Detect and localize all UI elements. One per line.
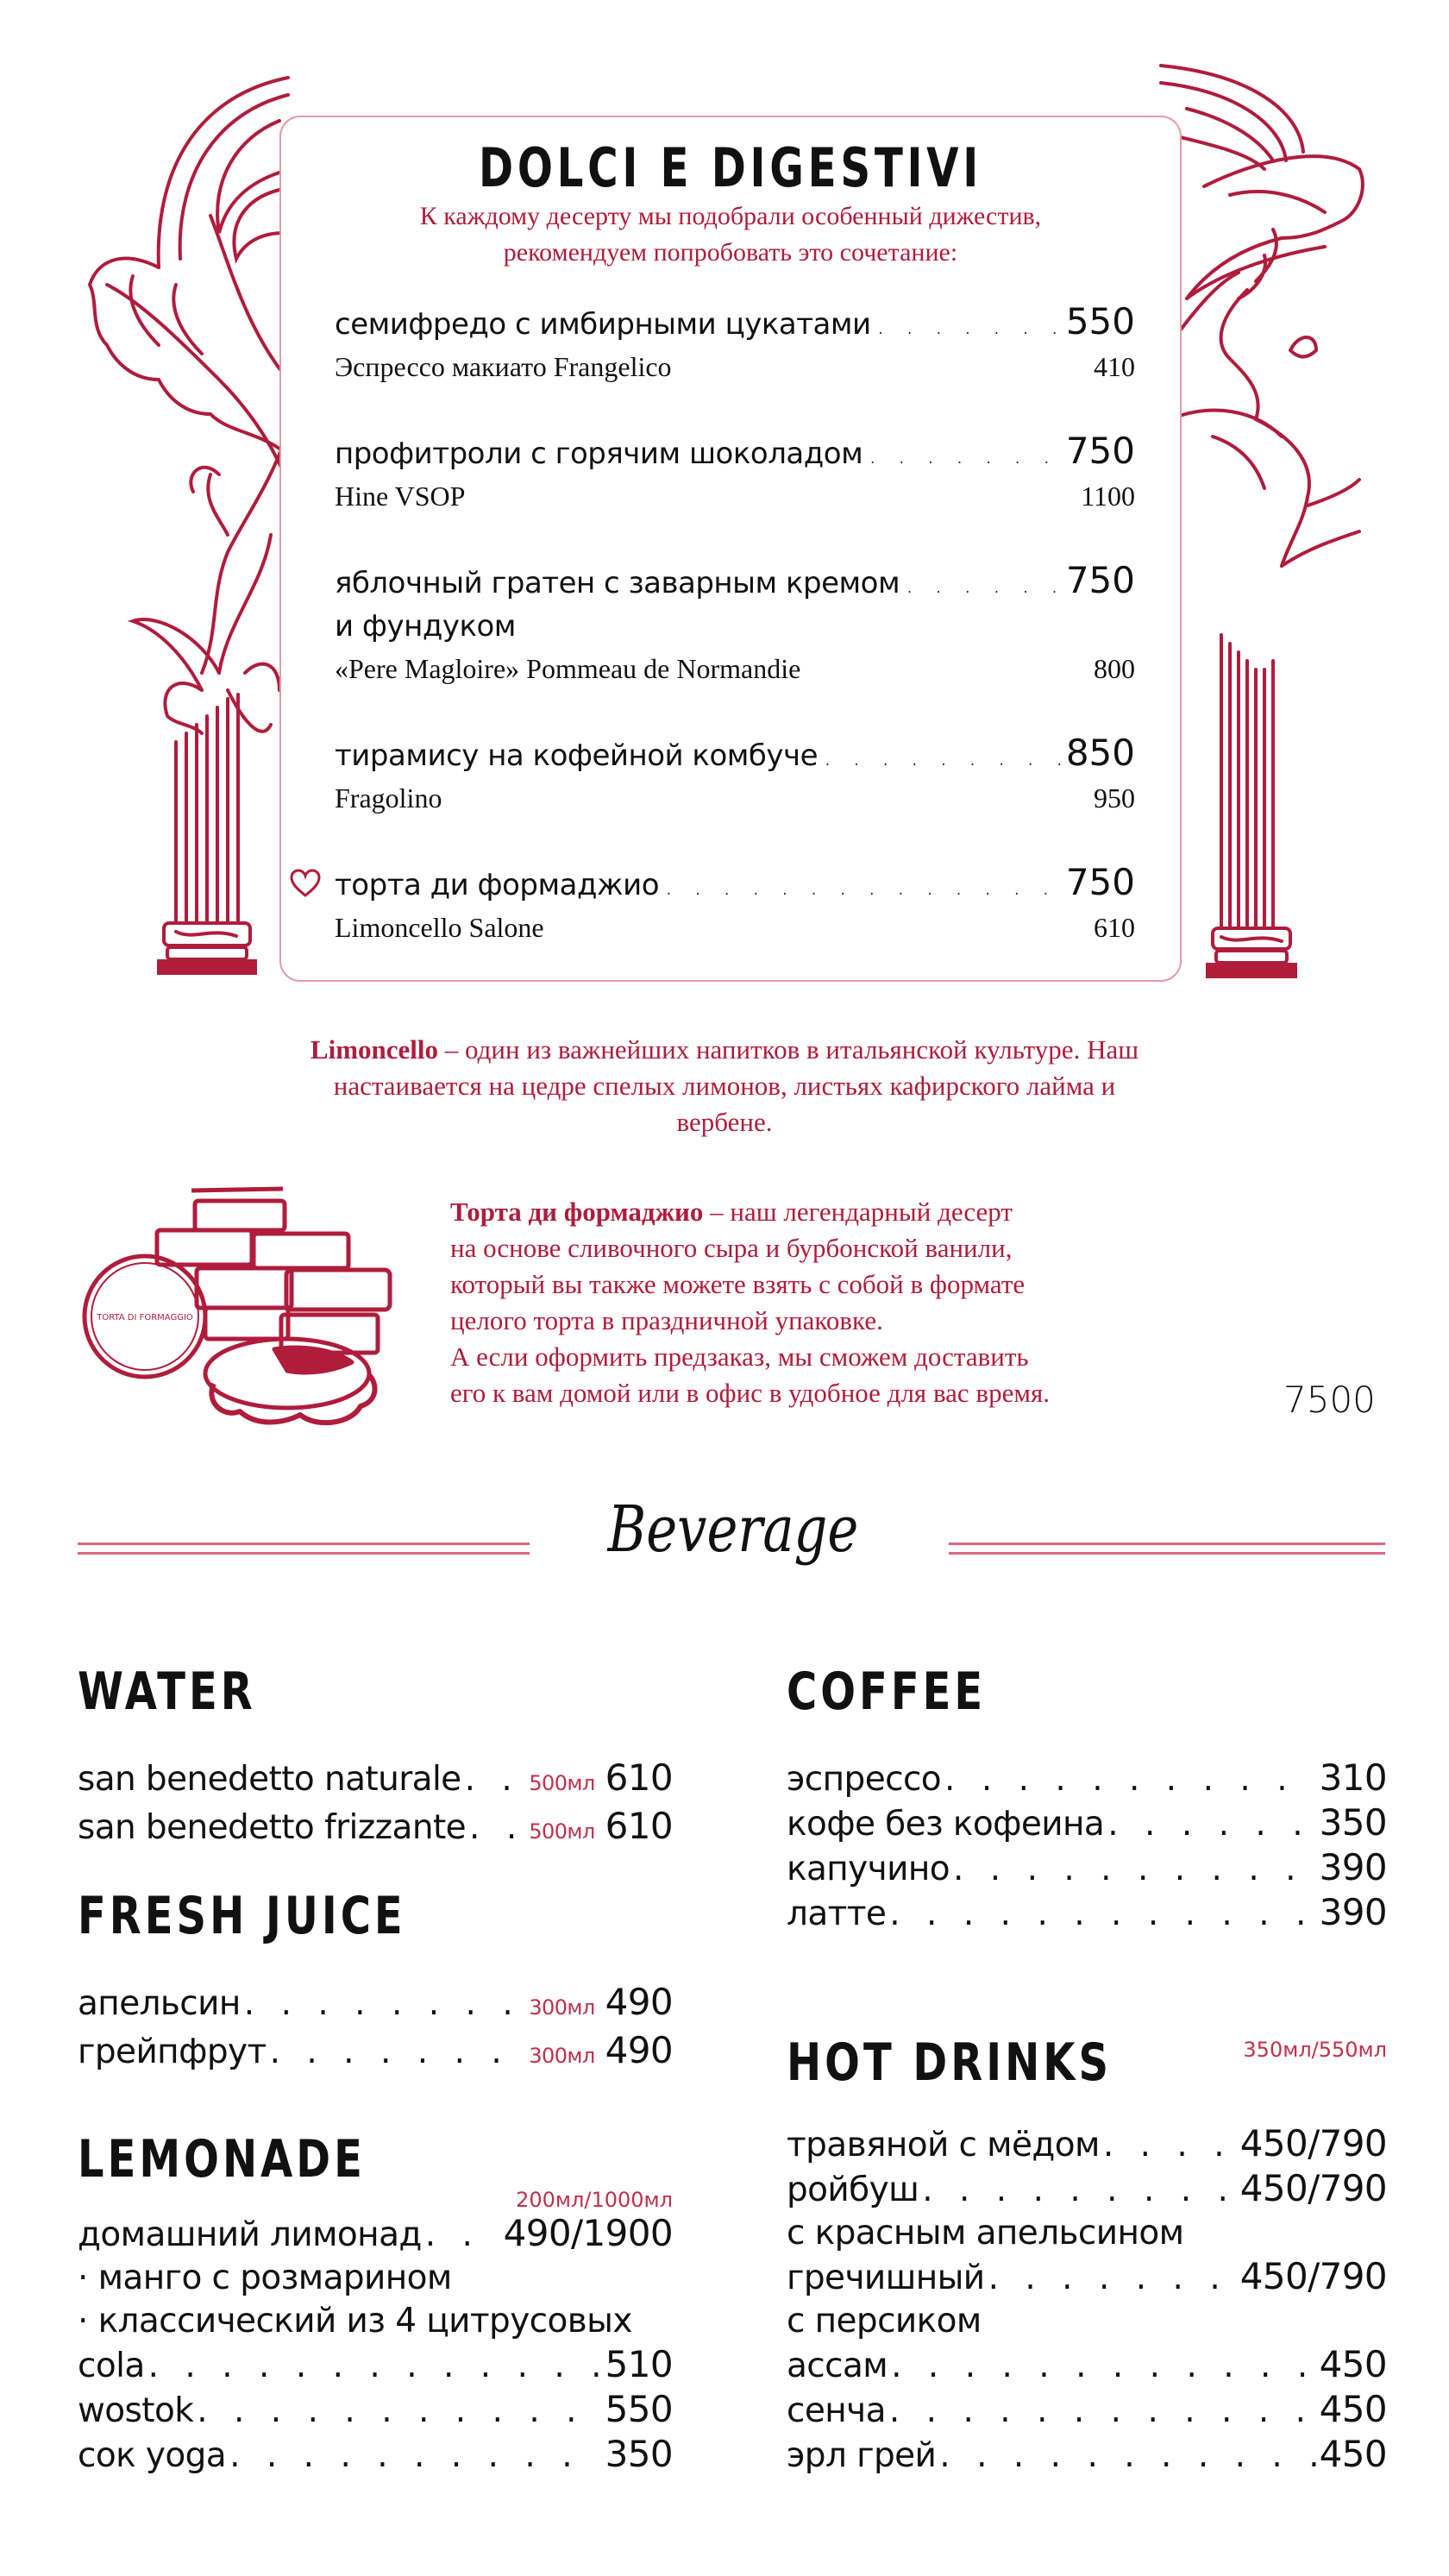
dolci-card [279, 116, 1182, 982]
lemonade-option: · манго с розмарином [78, 2259, 452, 2297]
limoncello-note [293, 1032, 1156, 1140]
item-name: сенча [787, 2391, 886, 2430]
dessert-item [335, 430, 1135, 517]
menu-item [787, 1801, 1387, 1846]
dessert-name: торта ди формаджио [335, 868, 660, 902]
dot-leader [953, 1848, 1316, 1891]
item-name: wostok [78, 2391, 194, 2430]
dot-leader [465, 1758, 526, 1801]
pairing-name: Limoncello Salone [335, 912, 544, 943]
dot-leader [876, 303, 1061, 346]
item-name: san benedetto naturale [78, 1760, 461, 1799]
dot-leader [939, 2435, 1315, 2478]
dessert-name-continued: и фундуком [335, 609, 516, 644]
section-title-water: WATER [78, 1662, 256, 1722]
pairing-name: Fragolino [335, 782, 442, 814]
menu-item [78, 2388, 673, 2433]
dot-leader [889, 1893, 1315, 1936]
item-price: 450/790 [1239, 2167, 1387, 2209]
menu-item [787, 2122, 1387, 2167]
dot-leader [823, 734, 1061, 777]
menu-item [787, 2255, 1387, 2300]
item-name: ройбуш [787, 2171, 919, 2209]
dot-leader [1107, 1803, 1315, 1846]
pairing-price: 1100 [1081, 481, 1135, 512]
dot-leader [148, 2345, 602, 2388]
item-price: 390 [1319, 1891, 1387, 1933]
hot-drinks-volume-note: 350мл/550мл [1243, 2038, 1387, 2062]
dot-leader [664, 864, 1061, 907]
item-volume: 300мл [529, 1995, 595, 2020]
water-section [78, 1662, 673, 1853]
item-price: 310 [1319, 1756, 1387, 1799]
menu-item [787, 1846, 1387, 1891]
item-price: 490 [605, 1981, 673, 2023]
dot-leader [988, 2257, 1237, 2300]
item-price: 490 [605, 2029, 673, 2071]
heart-icon [290, 868, 321, 899]
beverage-title: Beverage [607, 1492, 859, 1567]
item-price: 510 [605, 2343, 673, 2385]
item-name: травяной с мёдом [787, 2126, 1100, 2164]
pairing-price: 950 [1094, 782, 1135, 814]
dot-leader [425, 2214, 500, 2257]
item-price: 610 [605, 1756, 673, 1799]
item-price: 350 [1319, 1801, 1387, 1844]
pairing-price: 610 [1094, 912, 1135, 943]
torta-note [450, 1194, 1226, 1411]
dessert-name: семифредо с имбирными цукатами [335, 307, 871, 342]
item-name: латте [787, 1894, 887, 1933]
dessert-price: 850 [1065, 732, 1135, 774]
item-price: 450 [1319, 2433, 1387, 2475]
torta-note-line: А если оформить предзаказ, мы сможем доставить [450, 1341, 1029, 1372]
pairing-price: 410 [1094, 351, 1135, 382]
dessert-price: 750 [1065, 861, 1135, 903]
section-title-fresh-juice: FRESH JUICE [78, 1886, 406, 1946]
item-name: апельсин [78, 1984, 241, 2023]
menu-item [78, 1756, 673, 1805]
item-price: 450 [1319, 2343, 1387, 2385]
divider-right [949, 1542, 1385, 1555]
item-name: эспрессо [787, 1760, 942, 1799]
pairing-name: Hine VSOP [335, 481, 466, 512]
divider-left [78, 1542, 530, 1555]
torta-note-line: – наш легендарный десерт [703, 1197, 1013, 1227]
item-name: эрл грей [787, 2436, 937, 2475]
lemonade-volume-note: 200мл/1000мл [516, 2188, 673, 2212]
dot-leader [922, 2169, 1237, 2212]
item-name: кофе без кофеина [787, 1805, 1105, 1844]
dessert-price: 750 [1065, 559, 1135, 601]
dot-leader [244, 1982, 526, 2026]
item-price: 550 [605, 2388, 673, 2430]
item-name: домашний лимонад [78, 2215, 422, 2254]
item-name: san benedetto frizzante [78, 1808, 467, 1847]
dessert-price: 550 [1065, 300, 1135, 342]
dessert-item [335, 300, 1135, 387]
dolci-title: DOLCI E DIGESTIVI [479, 136, 982, 199]
dot-leader [891, 2345, 1316, 2388]
dessert-name: тирамису на кофейной комбуче [335, 738, 818, 773]
svg-text:TORTA DI FORMAGGIO: TORTA DI FORMAGGIO [97, 1313, 193, 1323]
item-price: 490/1900 [503, 2212, 673, 2254]
dessert-item [335, 732, 1135, 819]
right-ornament-icon [1152, 57, 1385, 989]
menu-item [787, 2433, 1387, 2478]
torta-note-title: Торта ди формаджио [450, 1197, 704, 1227]
item-price: 350 [605, 2433, 673, 2475]
item-volume: 300мл [529, 2044, 595, 2068]
item-name-continued: с персиком [787, 2302, 982, 2340]
dessert-item [335, 559, 1135, 689]
item-price: 390 [1319, 1846, 1387, 1888]
menu-item [78, 1805, 673, 1853]
cake-boxes-illustration-icon [76, 1185, 447, 1444]
torta-note-line: целого торта в праздничной упаковке. [450, 1305, 883, 1335]
menu-item [78, 2212, 673, 2257]
dot-leader [469, 1806, 525, 1850]
pairing-price: 800 [1094, 653, 1135, 684]
pairing-name: Эспрессо макиато Frangelico [335, 351, 672, 382]
item-name: грейпфрут [78, 2033, 267, 2071]
item-price: 450 [1319, 2388, 1387, 2430]
item-name: cola [78, 2347, 145, 2385]
whole-torta-price: 7500 [1283, 1379, 1376, 1421]
lemonade-section [78, 2129, 673, 2478]
menu-item [78, 1981, 673, 2029]
coffee-section [787, 1662, 1387, 1936]
dot-leader [868, 432, 1061, 475]
section-title-lemonade: LEMONADE [78, 2129, 366, 2190]
item-name: гречишный [787, 2259, 985, 2297]
menu-item [78, 2029, 673, 2077]
hot-drinks-section [787, 2033, 1387, 2478]
menu-item [787, 1756, 1387, 1801]
item-name: сок yoga [78, 2436, 227, 2475]
left-ornament-icon [72, 69, 297, 983]
dessert-price: 750 [1065, 430, 1135, 472]
dot-leader [229, 2435, 602, 2478]
subtitle-line: К каждому десерту мы подобрали особенный дижестив, [419, 202, 1042, 230]
item-price: 450/790 [1239, 2255, 1387, 2297]
dot-leader [944, 1758, 1316, 1801]
limoncello-note-title: Limoncello [310, 1034, 439, 1065]
item-volume: 500мл [529, 1819, 595, 1844]
fresh-juice-section [78, 1886, 673, 2077]
menu-item [787, 1891, 1387, 1936]
section-title-coffee: COFFEE [787, 1662, 987, 1722]
subtitle-line: рекомендуем попробовать это сочетание: [503, 238, 958, 267]
dot-leader [1103, 2124, 1237, 2167]
section-title-hot-drinks: HOT DRINKS [787, 2033, 1113, 2093]
lemonade-option: · классический из 4 цитрусовых [78, 2302, 632, 2340]
dot-leader [270, 2031, 526, 2074]
menu-item [787, 2343, 1387, 2388]
dessert-item [335, 861, 1135, 948]
dolci-subtitle [281, 198, 1180, 271]
torta-note-line: который вы также можете взять с собой в формате [450, 1269, 1026, 1299]
dot-leader [197, 2390, 601, 2433]
limoncello-note-text: – один из важнейших напитков в итальянской культуре. Наш настаивается на цедре спелых лимонов, листьях кафирского лайма и вербене. [333, 1034, 1139, 1137]
menu-item [787, 2167, 1387, 2212]
item-name-continued: с красным апельсином [787, 2214, 1184, 2252]
dot-leader [889, 2390, 1316, 2433]
torta-note-line: на основе сливочного сыра и бурбонской ванили, [450, 1233, 1013, 1263]
item-volume: 500мл [529, 1771, 595, 1795]
item-price: 610 [605, 1805, 673, 1847]
menu-item [787, 2388, 1387, 2433]
dessert-name: профитроли с горячим шоколадом [335, 437, 863, 471]
item-name: капучино [787, 1850, 950, 1888]
torta-note-line: его к вам домой или в офис в удобное для вас время. [450, 1378, 1050, 1408]
menu-item [78, 2343, 673, 2388]
item-price: 450/790 [1239, 2122, 1387, 2164]
dessert-name: яблочный гратен с заварным кремом [335, 566, 900, 600]
menu-item [78, 2433, 673, 2478]
pairing-name: «Pere Magloire» Pommeau de Normandie [335, 653, 801, 684]
dot-leader [905, 562, 1061, 605]
item-name: ассам [787, 2347, 888, 2385]
